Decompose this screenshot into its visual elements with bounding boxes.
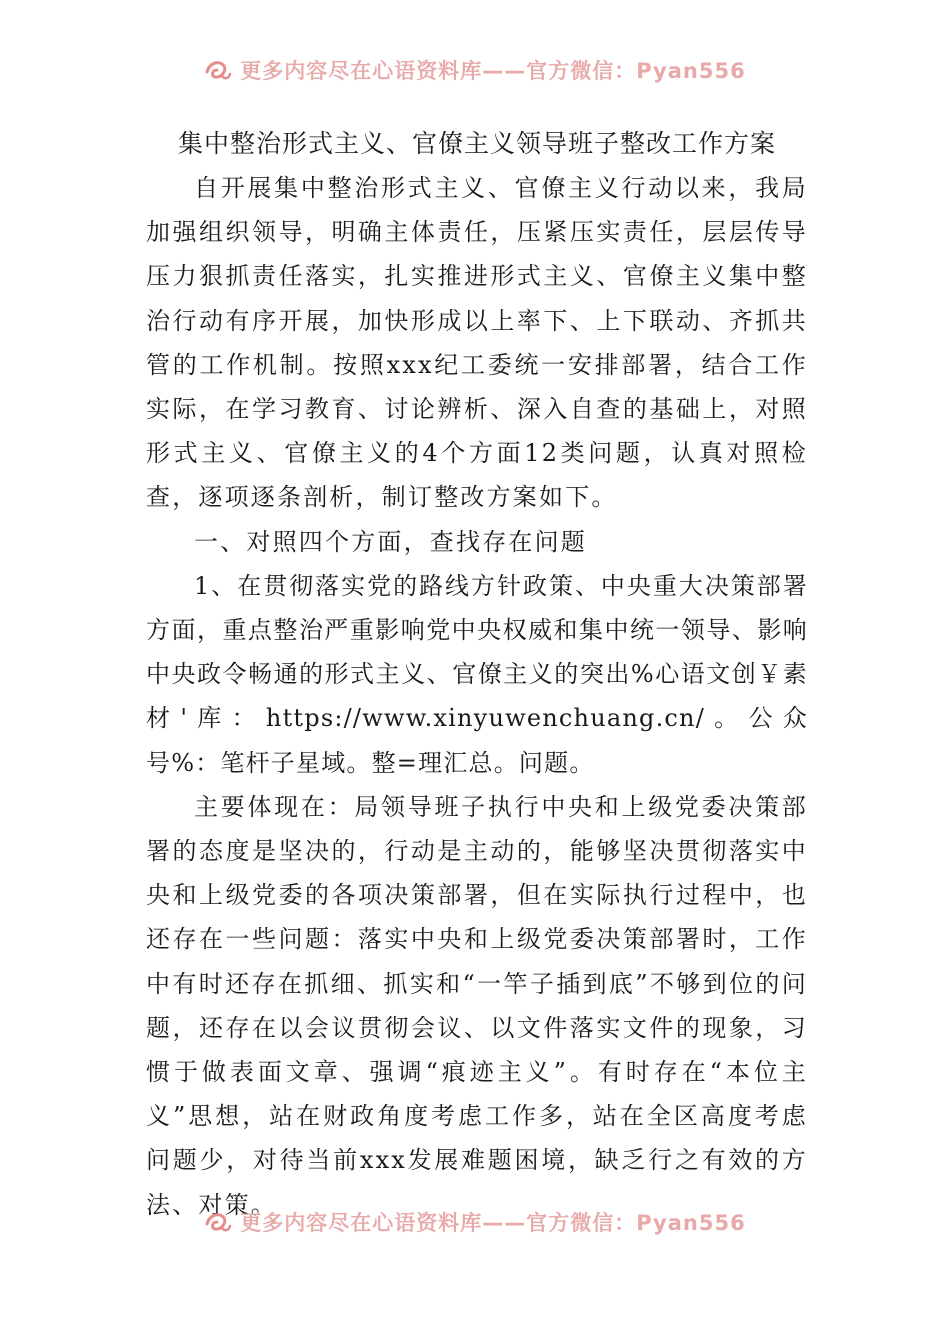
watermark-text: 更多内容尽在心语资料库——官方微信：Pyan556: [240, 59, 746, 83]
document-body: [146, 122, 808, 1227]
intro-paragraph: 自开展集中整治形式主义、官僚主义行动以来，我局加强组织领导，明确主体责任，压紧压实责任，层层传导压力狠抓责任落实，扎实推进形式主义、官僚主义集中整治行动有序开展，加快形成以上率下、上下联动、齐抓共管的工作机制。按照xxx纪工委统一安排部署，结合工作实际，在学习教育、讨论辨析、深入自查的基础上，对照形式主义、官僚主义的4个方面12类问题，认真对照检查，逐项逐条剖析，制订整改方案如下。: [146, 174, 808, 512]
item-1-paragraph: 1、在贯彻落实党的路线方针政策、中央重大决策部署方面，重点整治严重影响党中央权威和集中统一领导、影响中央政令畅通的形式主义、官僚主义的突出%心语文创￥素材'库：https://www.xinyuwenchuang.cn/。公众号%：笔杆子星域。整=理汇总。问题。: [146, 571, 808, 777]
document-title: 集中整治形式主义、官僚主义领导班子整改工作方案: [177, 129, 776, 158]
section-heading: 一、对照四个方面，查找存在问题: [194, 527, 587, 556]
watermark-footer: [0, 1202, 950, 1242]
watermark-text: 更多内容尽在心语资料库——官方微信：Pyan556: [240, 1211, 746, 1235]
details-paragraph: 主要体现在：局领导班子执行中央和上级党委决策部署的态度是坚决的，行动是主动的，能够坚决贯彻落实中央和上级党委的各项决策部署，但在实际执行过程中，也还存在一些问题：落实中央和上级党委决策部署时，工作中有时还存在抓细、抓实和“一竿子插到底”不够到位的问题，还存在以会议贯彻会议、以文件落实文件的现象，习惯于做表面文章、强调“痕迹主义”。有时存在“本位主义”思想，站在财政角度考虑工作多，站在全区高度考虑问题少，对待当前xxx发展难题困境，缺乏行之有效的方法、对策。: [146, 792, 808, 1219]
watermark-header: [0, 50, 950, 90]
red-script-logo-icon: [204, 56, 232, 84]
red-script-logo-icon: [204, 1208, 232, 1236]
